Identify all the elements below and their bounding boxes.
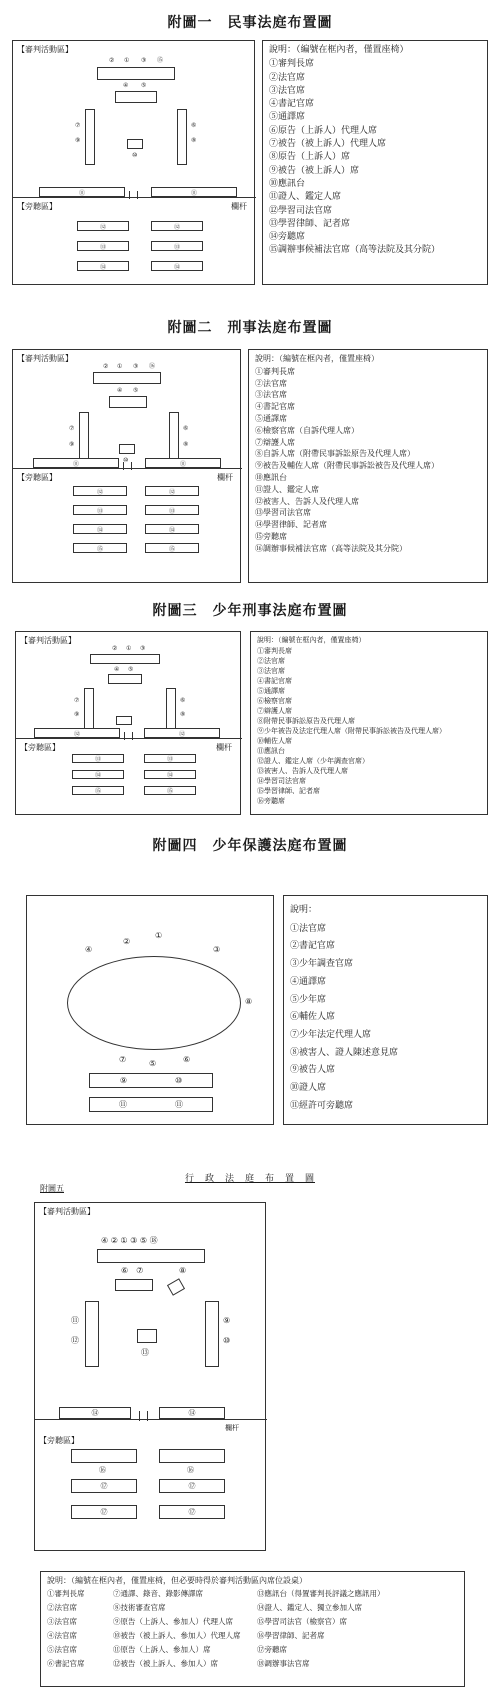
fig5-railing-label: 欄杆 xyxy=(225,1424,239,1432)
witness-stand xyxy=(137,1329,157,1343)
seat-number: ① xyxy=(117,363,123,370)
seat-number: ② xyxy=(109,57,115,64)
gallery-bench: ⑰ xyxy=(159,1479,225,1493)
seat-number: ③ xyxy=(141,57,147,64)
gallery-bench: ⑮ xyxy=(144,786,196,795)
witness-stand xyxy=(119,444,135,454)
seat-number: ⑧ xyxy=(245,997,253,1006)
fig3-legend-title: 說明：（編號在框內者，僅置座椅） xyxy=(257,636,366,644)
right-party-table xyxy=(205,1301,219,1367)
legend-item: ②法官席 xyxy=(269,72,306,83)
clerk-desk xyxy=(115,91,157,103)
fig2-diagram xyxy=(12,349,241,583)
legend-item: ⑪原告（上訴人、參加人）席 xyxy=(113,1645,211,1654)
legend-item: ⑧原告（上訴人）席 xyxy=(269,152,351,163)
legend-item: ③少年調查官席 xyxy=(290,959,354,970)
railing-post xyxy=(131,462,132,470)
legend-item: ⑫被告（被上訴人、參加人）席 xyxy=(113,1659,218,1668)
legend-item: ⑨少年被告及法定代理人席（附帶民事訴訟被告及代理人席） xyxy=(257,727,446,735)
seat-number: ⑯ xyxy=(149,363,156,370)
gallery-bench: ⑭ xyxy=(144,770,196,779)
seat-number: ⑨ xyxy=(223,1316,231,1325)
fig1-trial-zone-label: 【審判活動區】 xyxy=(17,45,73,54)
legend-item: ⑪經許可旁聽席 xyxy=(290,1100,354,1111)
legend-item: ⑧附帶民事訴訟原告及代理人席 xyxy=(257,717,355,725)
clerk-desk xyxy=(115,1279,153,1291)
seat-number: ⑫ xyxy=(71,1336,79,1345)
seat-number: ⑤ xyxy=(149,1059,157,1068)
seat-number: ⑤ xyxy=(128,666,134,673)
gallery-bench: ⑭ xyxy=(151,261,203,271)
seat-number: ④ xyxy=(117,387,123,394)
legend-item: ①法官席 xyxy=(290,923,327,934)
seat-number: ② xyxy=(112,645,118,652)
legend-item: ①審判長席 xyxy=(255,366,295,376)
seat-number: ⑥ ⑦ xyxy=(121,1266,144,1275)
left-party-table xyxy=(85,109,95,165)
railing-post xyxy=(147,1411,148,1421)
seat-number: ⑤ xyxy=(141,82,147,89)
fig1-title: 附圖一 民事法庭布置圖 xyxy=(167,15,333,31)
legend-item: ⑬學習司法官席 xyxy=(255,508,311,518)
legend-item: ⑩證人席 xyxy=(290,1083,327,1094)
fig5-title: 行 政 法 庭 布 置 圖 xyxy=(184,1174,315,1184)
fig1-railing-label: 欄杆 xyxy=(231,202,247,211)
gallery-bench: ⑬ xyxy=(145,505,199,515)
gallery-bench: ⑰ xyxy=(159,1505,225,1519)
railing-line xyxy=(35,1419,267,1420)
fig2-railing-label: 欄杆 xyxy=(217,473,233,482)
seat-number: ④ ② ① ③ ⑤ ⑱ xyxy=(101,1236,158,1245)
legend-item: ⑭學習律師、記者席 xyxy=(255,520,327,530)
legend-item: ②法官席 xyxy=(257,657,285,665)
fig5-trial-zone-label: 【審判活動區】 xyxy=(39,1207,95,1216)
legend-item: ⑨被告及輔佐人席（附帶民事訴訟被告及代理人席） xyxy=(255,461,439,471)
legend-item: ⑨被告（被上訴人）席 xyxy=(269,165,360,176)
legend-item: ⑦辯護人席 xyxy=(257,707,292,715)
seat-number: ① xyxy=(155,931,163,940)
seat-number: ⑨ xyxy=(75,137,81,144)
bench-row: ⑭ xyxy=(159,1407,225,1419)
witness-stand xyxy=(127,139,143,149)
fig3-railing-label: 欄杆 xyxy=(216,743,232,752)
seat-number: ④ xyxy=(114,666,120,673)
legend-item: ⑮學習律師、記者席 xyxy=(257,787,320,795)
legend-item: ③法官席 xyxy=(47,1617,77,1626)
judges-bench xyxy=(97,1249,205,1263)
legend-item: ⑤法官席 xyxy=(47,1645,77,1654)
seat-number: ⑦ xyxy=(69,425,75,432)
seat-number: ⑦ xyxy=(75,122,81,129)
legend-item: ③法官席 xyxy=(269,85,306,96)
legend-item: ①審判長席 xyxy=(47,1589,85,1598)
seat-number: ⑩ xyxy=(223,1336,231,1345)
seat-number: ⑧ xyxy=(179,1266,187,1275)
legend-item: ⑪證人、鑑定人席 xyxy=(269,192,342,203)
railing-line xyxy=(16,738,242,739)
bench-row: ⑭ xyxy=(59,1407,131,1419)
gallery-bench: ⑬ xyxy=(151,241,203,251)
seat-number: ⑪ xyxy=(71,1316,79,1325)
legend-item: ⑯調辦事候補法官席（高等法院及其分院） xyxy=(255,543,407,553)
legend-item: ⑪證人、鑑定人席 xyxy=(255,484,319,494)
legend-item: ⑤通譯席 xyxy=(257,687,285,695)
fig3-gallery-zone-label: 【旁聽區】 xyxy=(20,743,60,752)
railing-post xyxy=(124,732,125,740)
seat-number: ⑮ xyxy=(157,57,164,64)
left-party-table xyxy=(85,1301,99,1367)
judges-bench xyxy=(97,67,175,80)
legend-item: ⑯學習律師、記者席 xyxy=(257,1631,325,1640)
fig3-title: 附圖三 少年刑事法庭布置圖 xyxy=(152,603,348,619)
seat-number: ① xyxy=(126,645,132,652)
gallery-bench: ⑬ xyxy=(144,754,196,763)
legend-item: ⑨原告（上訴人、參加人）代理人席 xyxy=(113,1617,233,1626)
railing-post xyxy=(129,191,130,199)
legend-item: ⑮旁聽席 xyxy=(255,531,287,541)
legend-item: ⑭證人、鑑定人、獨立參加人席 xyxy=(257,1603,362,1612)
right-party-table xyxy=(177,109,187,165)
gallery-bench: ⑫ xyxy=(73,486,127,496)
legend-item: ②書記官席 xyxy=(290,941,336,952)
gallery-bench: ⑭ xyxy=(73,524,127,534)
legend-item: ⑬被害人、告訴人及代理人席 xyxy=(257,767,348,775)
seat-number: ⑧ xyxy=(191,137,197,144)
legend-item: ③法官席 xyxy=(255,390,287,400)
gallery-bench: ⑮ xyxy=(72,786,124,795)
seat-number: ⑥ xyxy=(180,697,186,704)
legend-item: ⑫證人、鑑定人席（少年調查官席） xyxy=(257,757,369,765)
fig1-gallery-zone-label: 【旁聽區】 xyxy=(17,202,57,211)
legend-item: ④書記官席 xyxy=(255,402,295,412)
fig2-legend xyxy=(248,349,488,583)
fig4-legend-title: 說明： xyxy=(290,905,318,915)
gallery-bench xyxy=(71,1449,137,1463)
legend-item: ⑦通譯、錄音、錄影傳譯席 xyxy=(113,1589,203,1598)
gallery-bench: ⑭ xyxy=(145,524,199,534)
clerk-desk xyxy=(108,674,142,684)
fig2-trial-zone-label: 【審判活動區】 xyxy=(17,354,73,363)
seat-number: ② xyxy=(123,937,131,946)
seat-number: ⑥ xyxy=(191,122,197,129)
legend-item: ②法官席 xyxy=(255,378,287,388)
legend-item: ⑩輔佐人席 xyxy=(257,737,292,745)
seat-number: ⑩ xyxy=(132,152,138,159)
legend-item: ⑱調辦事法官席 xyxy=(257,1659,310,1668)
legend-item: ⑤通譯席 xyxy=(255,413,287,423)
seat-number: ③ xyxy=(140,645,146,652)
seat-number: ⑧ xyxy=(180,711,186,718)
fig4-diagram xyxy=(26,895,274,1125)
seat-number: ⑧ xyxy=(183,441,189,448)
gallery-bench: ⑬ xyxy=(77,241,129,251)
fig1-legend xyxy=(262,40,488,285)
legend-item: ⑦少年法定代理人席 xyxy=(290,1029,372,1040)
gallery-bench: ⑫ xyxy=(77,221,129,231)
legend-item: ⑧自訴人席（附帶民事訴訟原告及代理人席） xyxy=(255,449,415,459)
seat-number: ④ xyxy=(85,945,93,954)
witness-stand xyxy=(116,716,132,725)
fig2-legend-title: 說明：（編號在框內者，僅置座椅） xyxy=(255,354,379,363)
bench-row: ⑫ xyxy=(34,728,120,738)
gallery-bench: ⑮ xyxy=(145,543,199,553)
gallery-bench: ⑫ xyxy=(145,486,199,496)
fig3-legend xyxy=(250,631,488,815)
legend-item: ⑥輔佐人席 xyxy=(290,1012,336,1023)
fig5-sub-label: 附圖五 xyxy=(40,1184,64,1193)
railing-post xyxy=(137,191,138,199)
fig3-trial-zone-label: 【審判活動區】 xyxy=(20,636,76,645)
seat-number: ⑦ xyxy=(119,1055,127,1064)
gallery-bench: ⑰ xyxy=(71,1479,137,1493)
legend-item: ⑫被害人、告訴人及代理人席 xyxy=(255,496,359,506)
seat-number: ② xyxy=(103,363,109,370)
fig1-diagram xyxy=(12,40,255,285)
railing-post xyxy=(132,732,133,740)
legend-item: ④通譯席 xyxy=(290,976,327,987)
legend-item: ⑦被告（被上訴人）代理人席 xyxy=(269,139,387,150)
legend-item: ⑬學習律師、記者席 xyxy=(269,218,351,229)
seat-number: ⑥ xyxy=(183,425,189,432)
gallery-bench: ⑰ xyxy=(71,1505,137,1519)
legend-item: ⑨被告人席 xyxy=(290,1065,336,1076)
fig1-legend-title: 說明：（編號在框內者，僅置座椅） xyxy=(269,45,409,55)
seat-number: ③ xyxy=(133,363,139,370)
railing-post xyxy=(123,462,124,470)
legend-item: ④書記官席 xyxy=(269,99,315,110)
fig2-title: 附圖二 刑事法庭布置圖 xyxy=(167,320,333,336)
clerk-desk xyxy=(109,396,147,408)
legend-item: ⑬應訊台（得置審判長評議之應訊用） xyxy=(257,1589,385,1598)
legend-item: ②法官席 xyxy=(47,1603,77,1612)
legend-item: ⑧被害人、證人陳述意見席 xyxy=(290,1047,399,1058)
legend-item: ⑦辯護人席 xyxy=(255,437,295,447)
legend-item: ⑤少年席 xyxy=(290,994,327,1005)
fig2-gallery-zone-label: 【旁聽區】 xyxy=(17,473,57,482)
fig4-legend xyxy=(283,895,488,1125)
seat-number: ① xyxy=(124,57,130,64)
tech-examiner-desk xyxy=(167,1278,185,1295)
bench-row: ⑪ xyxy=(151,187,237,197)
legend-item: ⑥檢察官席 xyxy=(257,697,292,705)
judges-bench xyxy=(90,654,160,664)
gallery-bench: ⑬ xyxy=(73,505,127,515)
legend-item: ⑭學習司法官席 xyxy=(257,777,306,785)
gallery-bench: ⑫ xyxy=(151,221,203,231)
legend-item: ⑥書記官席 xyxy=(47,1659,85,1668)
legend-item: ⑥原告（上訴人）代理人席 xyxy=(269,125,378,136)
fig5-legend xyxy=(40,1571,465,1687)
legend-item: ⑮調辦事候補法官席（高等法院及其分院） xyxy=(269,245,441,256)
legend-item: ⑭旁聽席 xyxy=(269,232,306,243)
railing-line xyxy=(13,468,242,469)
seat-number: ⑩ xyxy=(123,457,129,464)
fig5-diagram xyxy=(34,1202,266,1551)
fig4-title: 附圖四 少年保護法庭布置圖 xyxy=(152,838,348,854)
legend-item: ⑯旁聽席 xyxy=(257,797,285,805)
gallery-bench: ⑭ xyxy=(77,261,129,271)
seat-number: ⑯ xyxy=(99,1466,106,1474)
legend-item: ⑩應訊台 xyxy=(269,178,306,189)
gallery-bench: ⑭ xyxy=(72,770,124,779)
bench-row: ⑨ ⑩ xyxy=(89,1073,213,1088)
legend-item: ⑮學習司法官（檢察官）席 xyxy=(257,1617,347,1626)
bench-row: ⑪ ⑪ xyxy=(89,1097,213,1112)
legend-item: ①審判長席 xyxy=(269,59,315,70)
seat-number: ⑯ xyxy=(187,1466,194,1474)
seat-number: ⑨ xyxy=(69,441,75,448)
legend-item: ⑪應訊台 xyxy=(257,747,285,755)
fig5-gallery-zone-label: 【旁聽區】 xyxy=(39,1436,79,1445)
legend-item: ⑥檢察官席（自訴代理人席） xyxy=(255,425,359,435)
seat-number: ⑥ xyxy=(183,1055,191,1064)
railing-post xyxy=(139,1411,140,1421)
seat-number: ⑬ xyxy=(141,1348,149,1357)
round-table xyxy=(67,956,241,1050)
legend-item: ④書記官席 xyxy=(257,677,292,685)
legend-item: ①審判長席 xyxy=(257,647,292,655)
legend-item: ⑧技術審查官席 xyxy=(113,1603,166,1612)
seat-number: ⑤ xyxy=(133,387,139,394)
seat-number: ⑨ xyxy=(74,711,80,718)
fig5-legend-title: 說明：（編號在框內者，僅置座椅，但必要時得於審判活動區內席位設桌） xyxy=(47,1576,307,1585)
bench-row: ⑪ xyxy=(33,458,119,468)
gallery-bench xyxy=(159,1449,225,1463)
legend-item: ⑰旁聽席 xyxy=(257,1645,287,1654)
judges-bench xyxy=(93,372,161,384)
gallery-bench: ⑬ xyxy=(72,754,124,763)
bench-row: ⑪ xyxy=(145,458,221,468)
legend-item: ⑩應訊台 xyxy=(255,472,287,482)
legend-item: ③法官席 xyxy=(257,667,285,675)
legend-item: ⑫學習司法官席 xyxy=(269,205,333,216)
bench-row: ⑫ xyxy=(144,728,220,738)
legend-item: ⑤通譯席 xyxy=(269,112,306,123)
railing-line xyxy=(13,197,256,198)
fig3-diagram xyxy=(15,631,241,815)
bench-row: ⑪ xyxy=(39,187,125,197)
legend-item: ④法官席 xyxy=(47,1631,77,1640)
legend-item: ⑩被告（被上訴人、參加人）代理人席 xyxy=(113,1631,241,1640)
seat-number: ③ xyxy=(213,945,221,954)
seat-number: ⑦ xyxy=(74,697,80,704)
seat-number: ④ xyxy=(123,82,129,89)
gallery-bench: ⑮ xyxy=(73,543,127,553)
